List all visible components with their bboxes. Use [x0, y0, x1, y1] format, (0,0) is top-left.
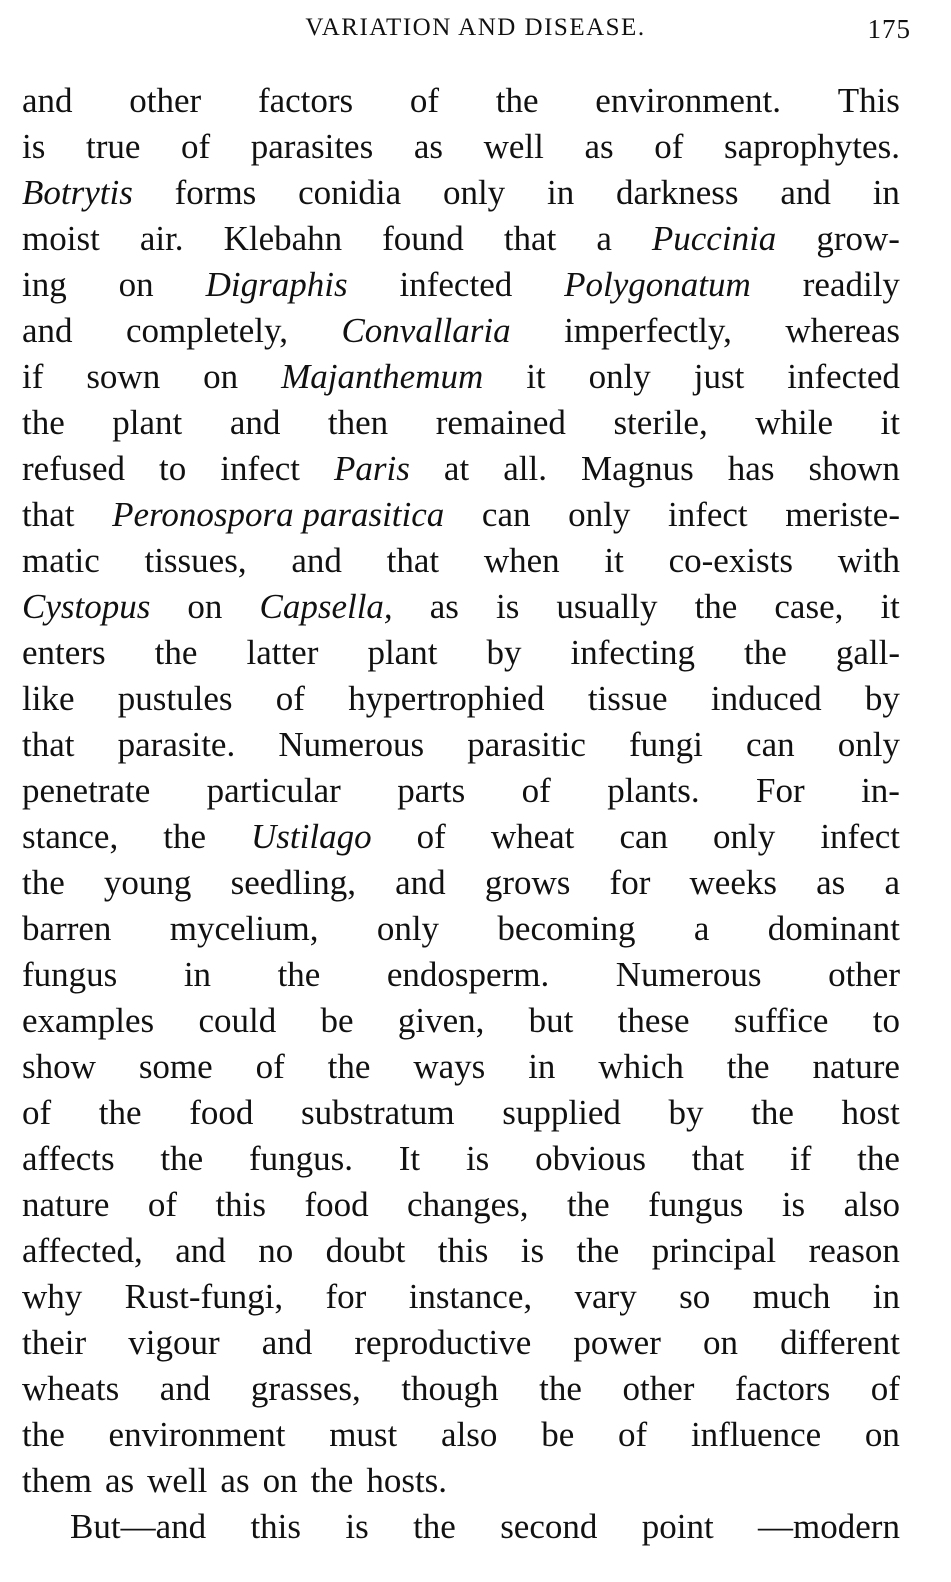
- word: all.: [503, 449, 547, 488]
- word: well: [147, 1461, 208, 1500]
- word: This: [837, 81, 900, 120]
- running-head: [22, 14, 911, 48]
- word: them: [22, 1461, 92, 1500]
- word: parasite.: [117, 725, 236, 764]
- text-line: [22, 262, 900, 308]
- word: as: [220, 1461, 250, 1500]
- text-line: [22, 1320, 900, 1366]
- word: as: [429, 587, 459, 626]
- word: is: [345, 1507, 369, 1546]
- word: —modern: [758, 1507, 900, 1546]
- word: infect: [220, 449, 300, 488]
- word: hosts.: [366, 1461, 448, 1500]
- word: only: [442, 173, 506, 212]
- word: weeks: [689, 863, 777, 902]
- word: to: [159, 449, 187, 488]
- word: of: [416, 817, 446, 856]
- text-line: [22, 354, 900, 400]
- word: only: [568, 495, 631, 534]
- word: of: [654, 127, 684, 166]
- word: plant: [112, 403, 183, 442]
- word: while: [755, 403, 834, 442]
- word: obvious: [535, 1139, 646, 1178]
- word: darkness: [616, 173, 739, 212]
- word: case,: [774, 587, 844, 626]
- word: only: [837, 725, 900, 764]
- word: reason: [808, 1231, 900, 1270]
- italic-term: Paris: [334, 449, 410, 488]
- word: that: [386, 541, 440, 580]
- word: found: [382, 219, 464, 258]
- word: of: [181, 127, 211, 166]
- word: the: [744, 633, 787, 672]
- text-line: [22, 1182, 900, 1228]
- word: latter: [246, 633, 319, 672]
- word: only: [713, 817, 776, 856]
- text-line: [22, 998, 900, 1044]
- word: is: [520, 1231, 545, 1270]
- word: just: [693, 357, 745, 396]
- word: to: [872, 1001, 900, 1040]
- word: in: [872, 1277, 900, 1316]
- word: sterile,: [613, 403, 708, 442]
- word: influence: [690, 1415, 822, 1454]
- word: though: [401, 1369, 499, 1408]
- word: the: [154, 633, 198, 672]
- word: this: [215, 1185, 267, 1224]
- word: of: [255, 1047, 285, 1086]
- word: the: [310, 1461, 354, 1500]
- body-text: [22, 78, 900, 1550]
- word: that: [503, 219, 557, 258]
- word: is: [22, 127, 46, 166]
- word: a: [884, 863, 900, 902]
- word: the: [566, 1185, 610, 1224]
- word: host: [841, 1093, 900, 1132]
- text-line: [22, 538, 900, 584]
- word: It: [398, 1139, 421, 1178]
- word: tissues,: [144, 541, 247, 580]
- word: so: [679, 1277, 711, 1316]
- word: the: [163, 817, 206, 856]
- word: as: [104, 1461, 135, 1500]
- word: and: [175, 1231, 226, 1270]
- word: but: [528, 1001, 574, 1040]
- word: different: [780, 1323, 900, 1362]
- word: this: [437, 1231, 489, 1270]
- word: this: [250, 1507, 302, 1546]
- word: in: [547, 173, 575, 212]
- word: and: [395, 863, 446, 902]
- word: Numerous: [615, 955, 762, 994]
- text-line: [22, 768, 900, 814]
- word: infected: [787, 357, 900, 396]
- italic-term: Botrytis: [22, 173, 133, 212]
- word: For: [756, 771, 805, 810]
- word: dominant: [767, 909, 900, 948]
- word: like: [22, 679, 75, 718]
- word: the: [495, 81, 539, 120]
- word: that: [22, 495, 75, 534]
- italic-term: Digraphis: [205, 265, 348, 304]
- word: Klebahn: [223, 219, 343, 258]
- italic-term: Majanthemum: [281, 357, 484, 396]
- word: and: [159, 1369, 211, 1408]
- word: parasitic: [467, 725, 586, 764]
- word: and: [291, 541, 342, 580]
- word: environment: [108, 1415, 286, 1454]
- word: matic: [22, 541, 100, 580]
- word: whereas: [785, 311, 900, 350]
- word: grows: [484, 863, 571, 902]
- word: as: [584, 127, 614, 166]
- word: vary: [574, 1277, 637, 1316]
- word: enters: [22, 633, 106, 672]
- word: then: [327, 403, 389, 442]
- word: for: [325, 1277, 367, 1316]
- word: plant: [367, 633, 438, 672]
- word: the: [160, 1139, 204, 1178]
- word: affected,: [22, 1231, 143, 1270]
- text-line: [22, 1366, 900, 1412]
- word: nature: [22, 1185, 110, 1224]
- text-line: [22, 1136, 900, 1182]
- italic-term: Puccinia: [651, 219, 777, 258]
- word: the: [576, 1231, 620, 1270]
- word: other: [129, 81, 202, 120]
- word: fungus: [22, 955, 118, 994]
- word: of: [147, 1185, 178, 1224]
- word: particular: [206, 771, 341, 810]
- text-line: [22, 1044, 900, 1090]
- word: on: [702, 1323, 738, 1362]
- italic-term: Cystopus: [22, 587, 151, 626]
- word: of: [618, 1415, 648, 1454]
- word: factors: [257, 81, 354, 120]
- text-line: [22, 1458, 900, 1504]
- word: Magnus: [580, 449, 694, 488]
- word: nature: [812, 1047, 900, 1086]
- italic-term: Convallaria: [341, 311, 511, 350]
- italic-term: Peronospora parasitica: [112, 495, 445, 534]
- text-line: [22, 952, 900, 998]
- word: also: [441, 1415, 498, 1454]
- word: mycelium,: [169, 909, 319, 948]
- word: hypertrophied: [348, 679, 545, 718]
- word: it: [604, 541, 624, 580]
- word: principal: [651, 1231, 777, 1270]
- word: it: [880, 587, 900, 626]
- word: substratum: [301, 1093, 455, 1132]
- text-line: [22, 722, 900, 768]
- word: on: [118, 265, 154, 304]
- text-line: [22, 814, 900, 860]
- word: the: [751, 1093, 794, 1132]
- text-line: [22, 400, 900, 446]
- word: remained: [435, 403, 566, 442]
- word: becoming: [497, 909, 636, 948]
- word: for: [609, 863, 651, 902]
- word: air.: [139, 219, 184, 258]
- word: infecting: [570, 633, 695, 672]
- word: if: [790, 1139, 812, 1178]
- word: on: [203, 357, 239, 396]
- word: of: [521, 771, 551, 810]
- word: readily: [802, 265, 900, 304]
- word: by: [486, 633, 522, 672]
- text-line: [22, 216, 900, 262]
- word: in: [183, 955, 212, 994]
- word: of: [275, 679, 305, 718]
- word: conidia: [298, 173, 402, 212]
- text-line: [22, 676, 900, 722]
- word: why: [22, 1277, 83, 1316]
- word: examples: [22, 1001, 155, 1040]
- word: and: [22, 311, 73, 350]
- word: reproductive: [354, 1323, 532, 1362]
- word: and: [22, 81, 73, 120]
- word: is: [465, 1139, 490, 1178]
- word: plants.: [607, 771, 700, 810]
- word: ing: [22, 265, 67, 304]
- word: refused: [22, 449, 126, 488]
- word: is: [495, 587, 520, 626]
- word: the: [22, 863, 65, 902]
- word: by: [864, 679, 900, 718]
- word: endosperm.: [386, 955, 550, 994]
- text-line: [22, 446, 900, 492]
- text-line: [22, 1504, 900, 1550]
- text-line: [22, 308, 900, 354]
- word: tissue: [587, 679, 668, 718]
- word: a: [693, 909, 710, 948]
- word: that: [691, 1139, 745, 1178]
- word: by: [668, 1093, 704, 1132]
- text-line: [22, 492, 900, 538]
- word: shown: [808, 449, 900, 488]
- word: only: [376, 909, 440, 948]
- word: stance,: [22, 817, 119, 856]
- word: affects: [22, 1139, 115, 1178]
- word: food: [304, 1185, 369, 1224]
- italic-term: Capsella,: [259, 587, 393, 626]
- italic-term: Ustilago: [251, 817, 372, 856]
- word: can: [746, 725, 795, 764]
- word: can: [619, 817, 669, 856]
- word: the: [726, 1047, 770, 1086]
- text-line: [22, 78, 900, 124]
- word: the: [22, 1415, 65, 1454]
- word: power: [573, 1323, 661, 1362]
- word: young: [103, 863, 192, 902]
- text-line: [22, 1412, 900, 1458]
- word: meriste-: [785, 495, 900, 534]
- text-line: [22, 1090, 900, 1136]
- word: and: [261, 1323, 313, 1362]
- word: second: [500, 1507, 598, 1546]
- word: food: [189, 1093, 254, 1132]
- word: the: [694, 587, 738, 626]
- word: fungus.: [248, 1139, 353, 1178]
- text-line: [22, 170, 900, 216]
- word: could: [198, 1001, 277, 1040]
- word: of: [22, 1093, 52, 1132]
- word: be: [541, 1415, 575, 1454]
- word: with: [837, 541, 900, 580]
- word: which: [598, 1047, 684, 1086]
- word: saprophytes.: [724, 127, 900, 166]
- word: of: [409, 81, 440, 120]
- word: a: [596, 219, 612, 258]
- word: doubt: [325, 1231, 406, 1270]
- word: on: [262, 1461, 298, 1500]
- word: of: [870, 1369, 900, 1408]
- word: other: [828, 955, 900, 994]
- word: at: [443, 449, 470, 488]
- word: usually: [556, 587, 658, 626]
- word: these: [617, 1001, 690, 1040]
- word: pustules: [117, 679, 233, 718]
- word: and: [229, 403, 281, 442]
- word: Rust-fungi,: [124, 1277, 284, 1316]
- word: only: [588, 357, 651, 396]
- word: also: [843, 1185, 900, 1224]
- word: ways: [413, 1047, 486, 1086]
- word: on: [187, 587, 223, 626]
- word: grasses,: [250, 1369, 361, 1408]
- word: imperfectly,: [564, 311, 732, 350]
- word: has: [727, 449, 775, 488]
- word: grow-: [816, 219, 900, 258]
- italic-term: Polygonatum: [564, 265, 751, 304]
- word: vigour: [128, 1323, 220, 1362]
- word: instance,: [408, 1277, 533, 1316]
- word: other: [622, 1369, 695, 1408]
- word: in: [872, 173, 900, 212]
- word: factors: [734, 1369, 831, 1408]
- word: show: [22, 1047, 96, 1086]
- word: the: [413, 1507, 456, 1546]
- word: seedling,: [230, 863, 356, 902]
- word: in-: [861, 771, 900, 810]
- word: that: [22, 725, 75, 764]
- page-number: 175: [867, 14, 911, 44]
- word: the: [539, 1369, 582, 1408]
- word: true: [85, 127, 141, 166]
- word: the: [22, 403, 65, 442]
- word: penetrate: [22, 771, 151, 810]
- word: given,: [397, 1001, 485, 1040]
- word: infected: [399, 265, 513, 304]
- word: sown: [86, 357, 161, 396]
- word: the: [277, 955, 321, 994]
- word: parasites: [250, 127, 374, 166]
- word: the: [98, 1093, 142, 1132]
- word: the: [857, 1139, 900, 1178]
- word: changes,: [407, 1185, 529, 1224]
- word: the: [327, 1047, 371, 1086]
- word: environment.: [595, 81, 781, 120]
- word: much: [752, 1277, 831, 1316]
- word: must: [329, 1415, 398, 1454]
- text-line: [22, 584, 900, 630]
- word: completely,: [126, 311, 288, 350]
- word: barren: [22, 909, 112, 948]
- word: their: [22, 1323, 87, 1362]
- word: well: [483, 127, 544, 166]
- text-line: [22, 1228, 900, 1274]
- text-line: [22, 906, 900, 952]
- word: and: [780, 173, 831, 212]
- word: as: [413, 127, 443, 166]
- word: But—and: [70, 1507, 207, 1546]
- text-line: [22, 124, 900, 170]
- word: it: [880, 403, 900, 442]
- word: infect: [667, 495, 748, 534]
- word: co-exists: [668, 541, 793, 580]
- word: infect: [820, 817, 900, 856]
- word: some: [138, 1047, 213, 1086]
- word: fungus: [648, 1185, 744, 1224]
- word: parts: [397, 771, 466, 810]
- word: suffice: [733, 1001, 829, 1040]
- word: forms: [174, 173, 257, 212]
- word: be: [320, 1001, 354, 1040]
- text-line: [22, 1274, 900, 1320]
- word: wheats: [22, 1369, 120, 1408]
- word: when: [483, 541, 560, 580]
- word: moist: [22, 219, 100, 258]
- word: fungi: [629, 725, 703, 764]
- running-title: VARIATION AND DISEASE.: [305, 14, 646, 41]
- word: if: [22, 357, 44, 396]
- word: induced: [710, 679, 822, 718]
- word: supplied: [502, 1093, 621, 1132]
- word: on: [864, 1415, 900, 1454]
- word: can: [481, 495, 531, 534]
- word: wheat: [490, 817, 575, 856]
- word: in: [528, 1047, 556, 1086]
- word: Numerous: [278, 725, 425, 764]
- word: is: [781, 1185, 806, 1224]
- word: point: [641, 1507, 714, 1546]
- text-line: [22, 630, 900, 676]
- text-line: [22, 860, 900, 906]
- word: it: [526, 357, 546, 396]
- word: no: [258, 1231, 294, 1270]
- word: as: [816, 863, 846, 902]
- word: gall-: [835, 633, 900, 672]
